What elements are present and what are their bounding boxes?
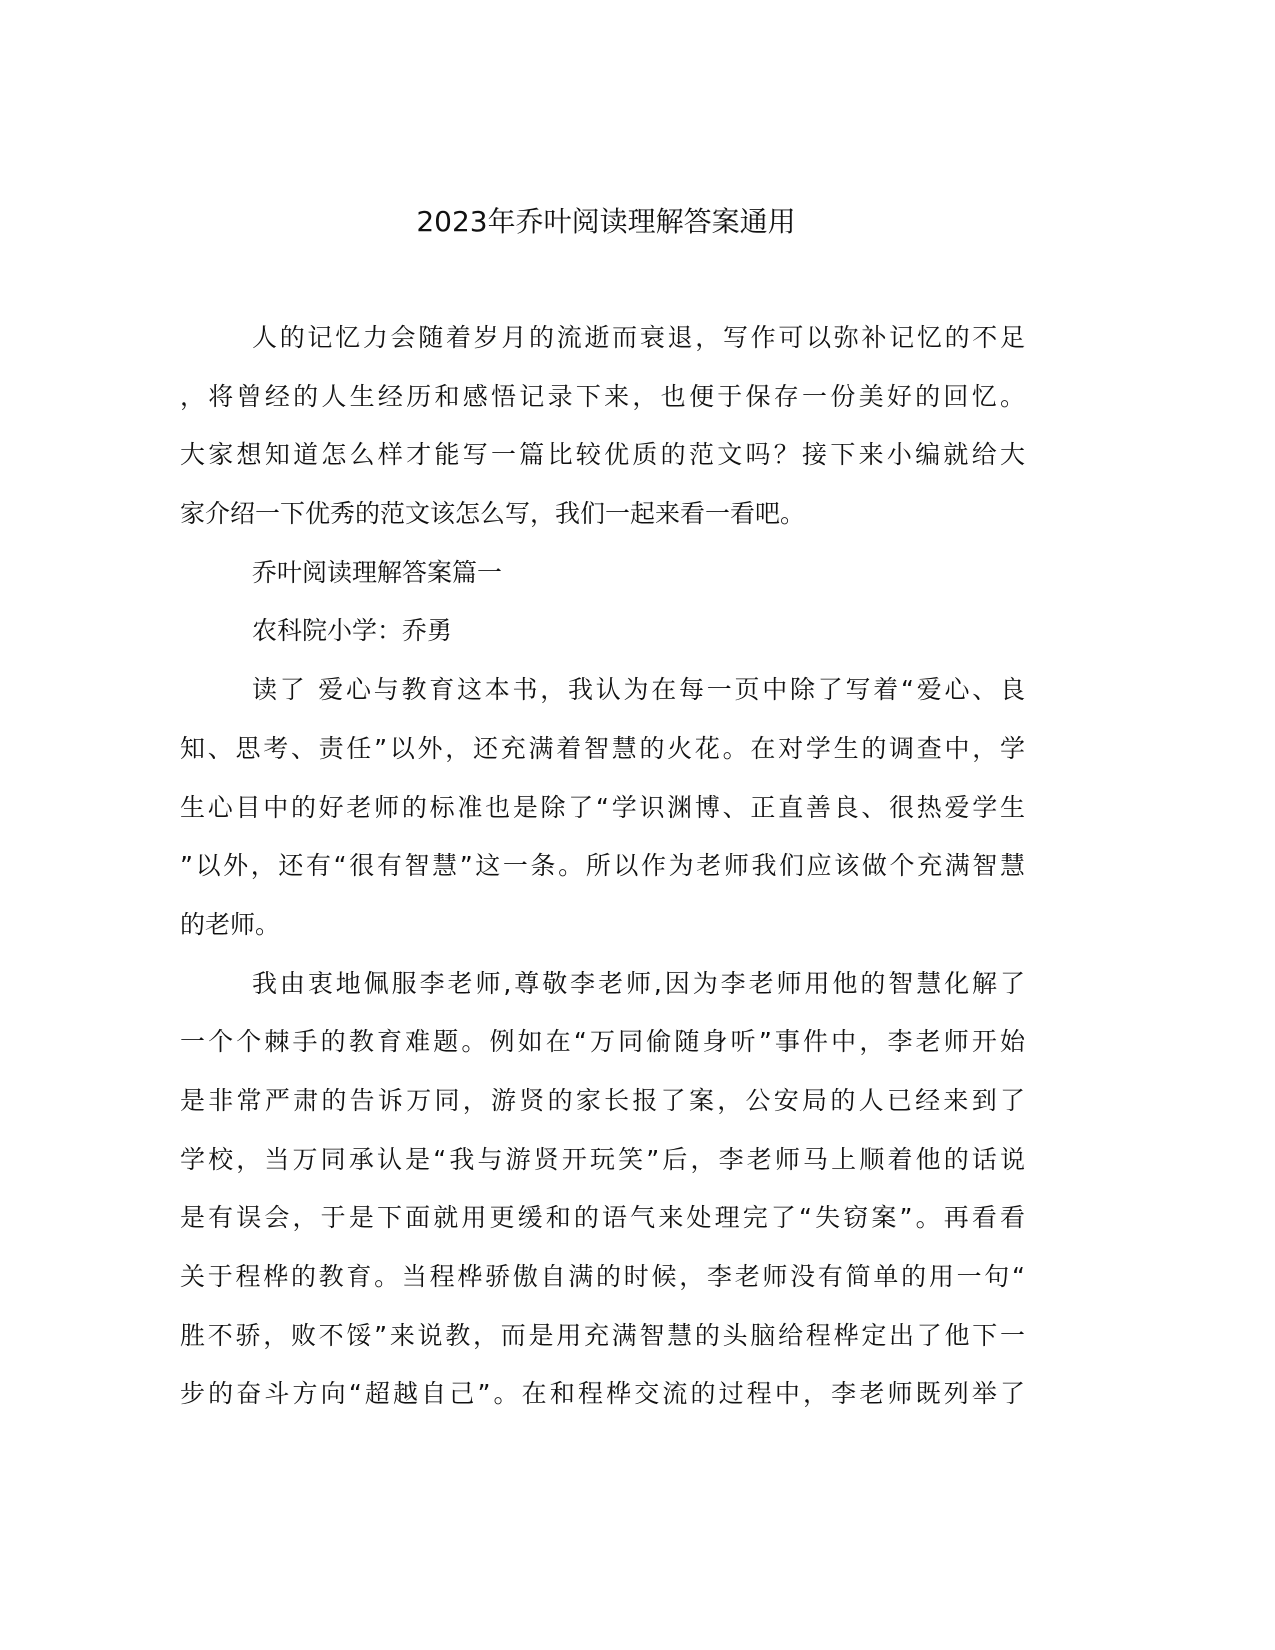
document-title: 2023年乔叶阅读理解答案通用 — [416, 205, 796, 238]
text-line: ”以外，还有“很有智慧”这一条。所以作为老师我们应该做个充满智慧 — [180, 851, 1025, 881]
text-line: 乔叶阅读理解答案篇一 — [252, 557, 503, 587]
text-line: 我由衷地佩服李老师,尊敬李老师,因为李老师用他的智慧化解了 — [252, 968, 1025, 998]
document-body — [180, 318, 1025, 1433]
text-line: 生心目中的好老师的标准也是除了“学识渊博、正直善良、很热爱学生 — [180, 792, 1025, 822]
text-line: 知、思考、责任”以外，还充满着智慧的火花。在对学生的调查中，学 — [180, 733, 1025, 763]
text-line: 农科院小学：乔勇 — [252, 616, 453, 646]
text-line: ，将曾经的人生经历和感悟记录下来，也便于保存一份美好的回忆。 — [180, 381, 1025, 411]
text-line: 关于程桦的教育。当程桦骄傲自满的时候，李老师没有简单的用一句“ — [180, 1262, 1025, 1291]
text-line: 一个个棘手的教育难题。例如在“万同偷随身听”事件中，李老师开始 — [180, 1027, 1025, 1057]
text-line: 家介绍一下优秀的范文该怎么写，我们一起来看一看吧。 — [180, 499, 806, 529]
text-line: 人的记忆力会随着岁月的流逝而衰退，写作可以弥补记忆的不足 — [252, 323, 1025, 352]
text-line: 胜不骄，败不馁”来说教，而是用充满智慧的头脑给程桦定出了他下一 — [180, 1320, 1025, 1350]
text-line: 是有误会，于是下面就用更缓和的语气来处理完了“失窃案”。再看看 — [180, 1203, 1025, 1233]
text-line: 学校，当万同承认是“我与游贤开玩笑”后，李老师马上顺着他的话说 — [180, 1144, 1025, 1174]
text-line: 的老师。 — [180, 909, 281, 939]
text-line: 大家想知道怎么样才能写一篇比较优质的范文吗？接下来小编就给大 — [180, 440, 1025, 470]
text-line: 是非常严肃的告诉万同，游贤的家长报了案，公安局的人已经来到了 — [180, 1085, 1025, 1115]
text-line: 步的奋斗方向“超越自己”。在和程桦交流的过程中，李老师既列举了 — [180, 1379, 1025, 1409]
text-line: 读了 爱心与教育这本书，我认为在每一页中除了写着“爱心、良 — [252, 675, 1025, 705]
